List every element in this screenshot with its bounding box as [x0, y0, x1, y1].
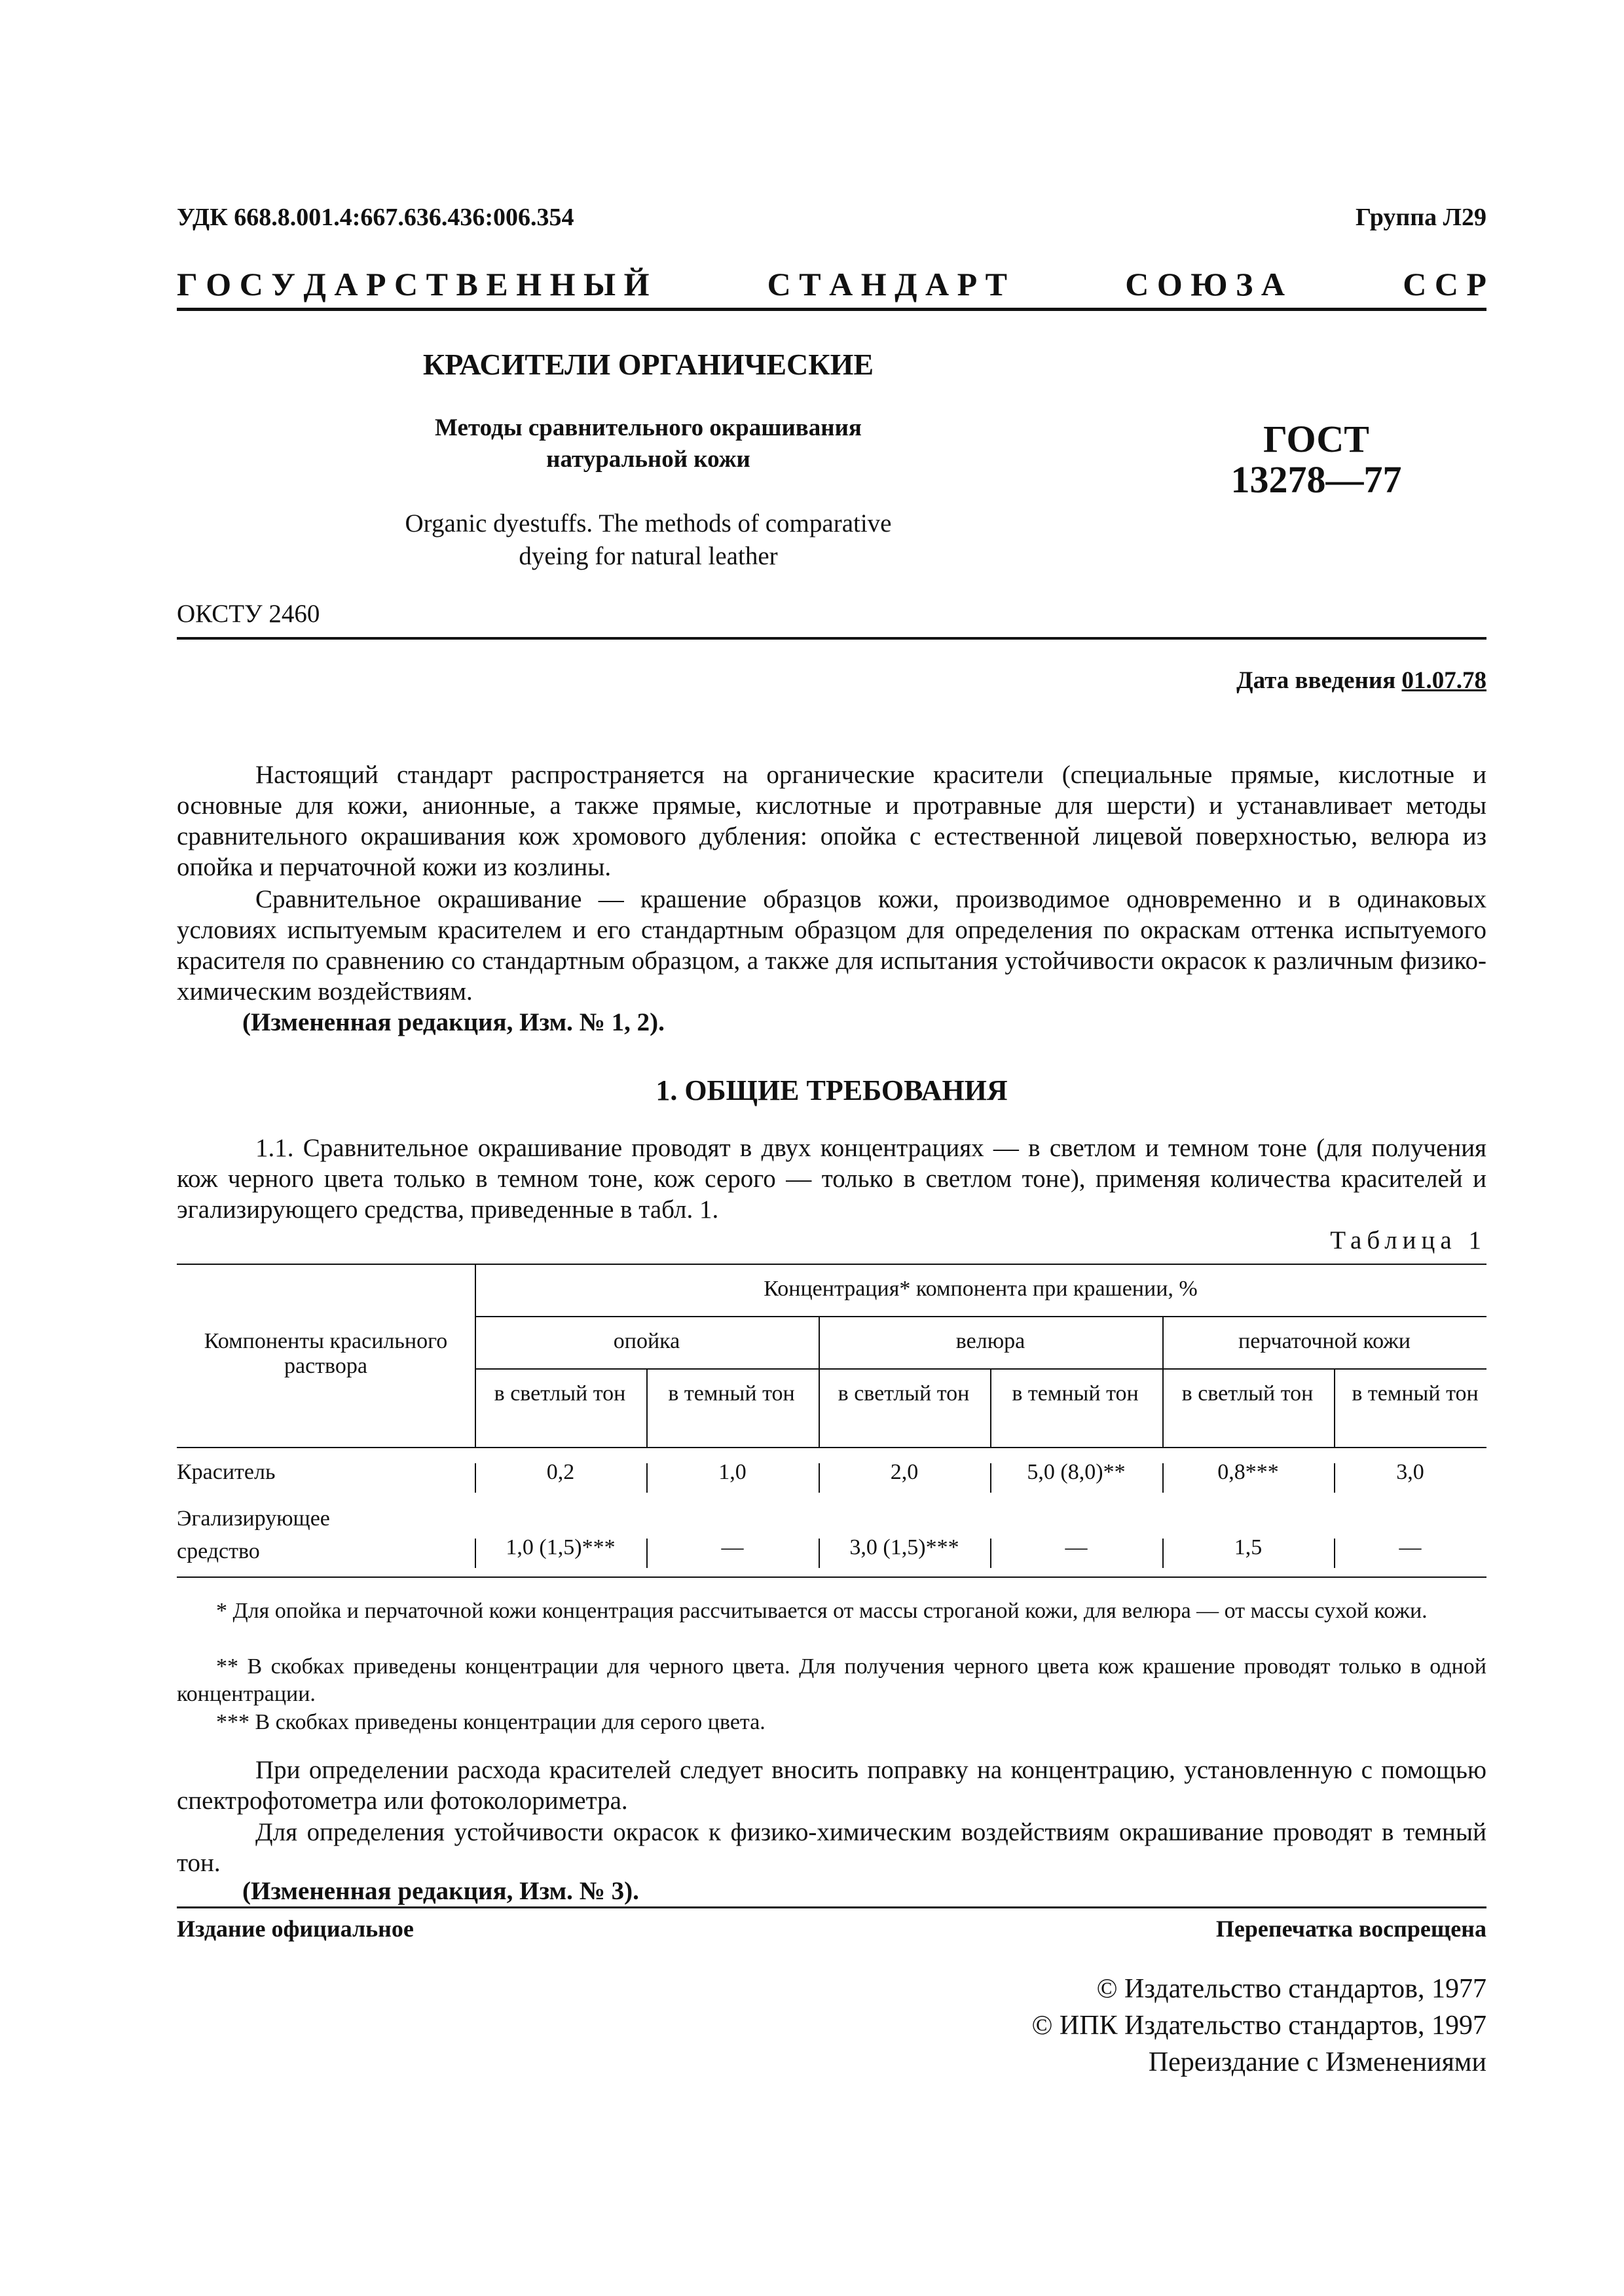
- state-word: С Т А Н Д А Р Т: [767, 266, 1008, 302]
- english-line: Organic dyestuffs. The methods of comparative: [405, 509, 892, 538]
- introduction-date: [1236, 666, 1486, 695]
- table-bottom-rule: [177, 1576, 1486, 1578]
- footnote-3: *** В скобках приведены концентрации для серого цвета.: [216, 1710, 766, 1734]
- copyright-line: © ИПК Издательство стандартов, 1997: [1031, 2011, 1486, 2041]
- intro-paragraph-1: Настоящий стандарт распространяется на органические красители (специальные прямые, кислотные и основные для кожи, анионные, а также прямые, кислотные и протравные для шерсти) и устанавливает методы сравнительного окрашивания кож хромового дубления: опойка с естественной лицевой поверхностью, велюра из опойка и перчаточной кожи из козлины.: [177, 761, 1486, 881]
- tone-dark: в темный тон: [668, 1381, 795, 1406]
- gost-number: [1146, 419, 1486, 500]
- date-label: Дата введения: [1236, 667, 1396, 694]
- table-rule: [1334, 1368, 1335, 1447]
- intro-amendment: (Измененная редакция, Изм. № 1, 2).: [242, 1008, 665, 1036]
- official-edition: Издание официальное: [177, 1916, 414, 1942]
- table-cell: —: [721, 1535, 744, 1559]
- okstu-rule: [177, 637, 1486, 640]
- table-cell: 5,0 (8,0)**: [1027, 1460, 1126, 1484]
- table-rule: [475, 1316, 1486, 1317]
- header-concentration: Концентрация* компонента при крашении, %: [764, 1277, 1198, 1301]
- state-word: С О Ю З А: [1125, 266, 1285, 302]
- subtitle-line: Методы сравнительного окрашивания: [435, 414, 862, 441]
- document-title: КРАСИТЕЛИ ОРГАНИЧЕСКИЕ: [422, 348, 874, 381]
- tone-light: в светлый тон: [494, 1381, 626, 1406]
- group-velyur: велюра: [955, 1329, 1025, 1353]
- table-top-rule: [177, 1264, 1486, 1265]
- state-word: Г О С У Д А Р С Т В Е Н Н Ы Й: [177, 266, 650, 302]
- tone-light: в светлый тон: [1181, 1381, 1314, 1406]
- after-amendment: (Измененная редакция, Изм. № 3).: [242, 1877, 639, 1905]
- tone-dark: в темный тон: [1352, 1381, 1479, 1406]
- heading-rule: [177, 308, 1486, 311]
- date-value: 01.07.78: [1401, 667, 1486, 694]
- row-dye-name: Краситель: [177, 1460, 276, 1484]
- table-cell: —: [1399, 1535, 1422, 1559]
- table-cell: 3,0: [1396, 1460, 1424, 1484]
- table-cell: 1,5: [1234, 1535, 1263, 1559]
- section-1-paragraph: 1.1. Сравнительное окрашивание проводят в двух концентрациях — в светлом и темном тоне (для получения кож черного цвета только в темном тоне, кож серого — только в светлом тоне), применяя количества красителей и эгализирующего средства, приведенные в табл. 1.: [177, 1134, 1486, 1224]
- tone-light: в темный тон: [1012, 1381, 1139, 1406]
- table-cell: 1,0: [718, 1460, 747, 1484]
- table-cell: 0,8***: [1217, 1460, 1279, 1484]
- state-standard-heading: [177, 265, 1486, 311]
- udk-code: УДК 668.8.001.4:667.636.436:006.354: [177, 204, 574, 231]
- after-paragraph-2: Для определения устойчивости окрасок к физико-химическим воздействиям окрашивание проводят в темный тон.: [177, 1818, 1486, 1877]
- copyright-line: Переиздание с Изменениями: [1148, 2047, 1486, 2077]
- subtitle-line: натуральной кожи: [546, 446, 750, 473]
- intro-paragraph-2: Сравнительное окрашивание — крашение образцов кожи, производимое одновременно и в одинаковых условиях испытуемым красителем и его стандартным образцом для определения по окраскам оттенка испытуемого красителя по сравнению со стандартным образцом, а также для испытания устойчивости окрасок к различным физико-химическим воздействиям.: [177, 885, 1486, 1006]
- okstu-code: ОКСТУ 2460: [177, 600, 320, 628]
- table-header-rule: [177, 1447, 1486, 1448]
- footnote-1: * Для опойка и перчаточной кожи концентрация рассчитывается от массы строганой кожи, для велюра — от массы сухой кожи.: [216, 1599, 1428, 1623]
- table-rule: [990, 1368, 991, 1447]
- table-cell: 1,0 (1,5)***: [506, 1535, 616, 1559]
- after-paragraph-1: При определении расхода красителей следует вносить поправку на концентрацию, установленную с помощью спектрофотометра или фотоколориметра.: [177, 1756, 1486, 1815]
- group-code: Группа Л29: [1355, 204, 1486, 231]
- document-subtitle: [177, 412, 1120, 475]
- header-row: [177, 203, 1486, 242]
- copyright-line: © Издательство стандартов, 1977: [1096, 1974, 1486, 2004]
- row-leveling-agent-name: Эгализирующее средство: [177, 1506, 330, 1563]
- header-components: Компоненты красильного раствора: [204, 1329, 448, 1378]
- state-word: С С Р: [1403, 266, 1486, 302]
- group-opoyka: опойка: [613, 1329, 680, 1353]
- english-title: [177, 507, 1120, 573]
- gost-label: ГОСТ: [1263, 418, 1369, 460]
- section-1-title: 1. ОБЩИЕ ТРЕБОВАНИЯ: [655, 1074, 1008, 1106]
- table-caption: Таблица 1: [1330, 1226, 1486, 1254]
- table-rule: [646, 1368, 648, 1447]
- table-cell: 2,0: [890, 1460, 919, 1484]
- footer-rule: [177, 1906, 1486, 1908]
- english-line: dyeing for natural leather: [519, 542, 778, 570]
- gost-code: 13278—77: [1230, 458, 1402, 501]
- copyright-block: [1031, 1971, 1486, 2081]
- reprint-prohibited: Перепечатка воспрещена: [1215, 1916, 1486, 1942]
- footer-row: [177, 1915, 1486, 1948]
- footnote-2: ** В скобках приведены концентрации для черного цвета. Для получения черного цвета кож крашение проводят только в одной концентрации.: [177, 1654, 1486, 1706]
- table-cell: 0,2: [546, 1460, 575, 1484]
- tone-light: в светлый тон: [838, 1381, 970, 1406]
- group-glove-leather: перчаточной кожи: [1238, 1329, 1411, 1353]
- table-cell: —: [1065, 1535, 1088, 1559]
- table-cell: 3,0 (1,5)***: [849, 1535, 959, 1559]
